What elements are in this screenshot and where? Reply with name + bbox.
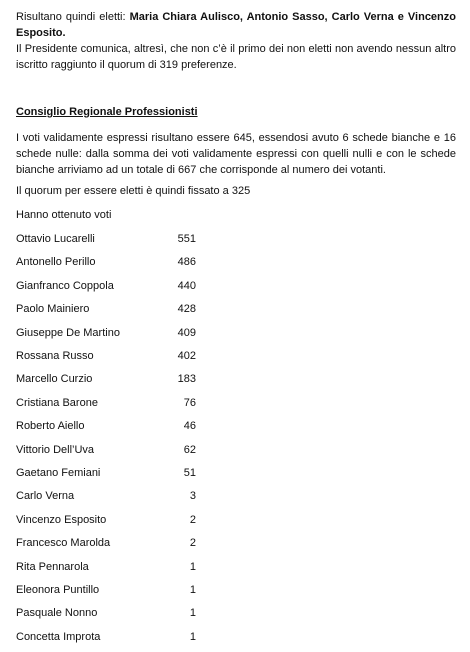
result-name: Rossana Russo: [16, 350, 94, 362]
result-votes: 2: [189, 537, 196, 549]
result-name: Rita Pennarola: [16, 561, 89, 573]
list-heading: Hanno ottenuto voti: [16, 209, 112, 221]
result-votes: 3: [189, 490, 196, 502]
result-votes: 440: [177, 280, 196, 292]
result-name: Gaetano Femiani: [16, 467, 101, 479]
elected-names: Maria Chiara Aulisco, Antonio Sasso, Carlo Verna e Vincenzo Esposito.: [16, 11, 456, 39]
result-name: Giuseppe De Martino: [16, 327, 120, 339]
result-name: Pasquale Nonno: [16, 607, 98, 619]
result-name: Antonello Perillo: [16, 256, 96, 268]
result-votes: 46: [183, 420, 196, 432]
result-name: Roberto Aiello: [16, 420, 85, 432]
result-name: Paolo Mainiero: [16, 303, 90, 315]
result-votes: 51: [183, 467, 196, 479]
quorum-text: Il quorum per essere eletti è quindi fissato a 325: [16, 185, 251, 197]
result-votes: 76: [183, 397, 196, 409]
result-name: Vincenzo Esposito: [16, 514, 107, 526]
elected-prefix: Risultano quindi eletti:: [16, 11, 130, 23]
result-votes: 1: [189, 561, 196, 573]
result-votes: 183: [177, 373, 196, 385]
result-votes: 1: [189, 607, 196, 619]
result-votes: 428: [177, 303, 196, 315]
result-name: Gianfranco Coppola: [16, 280, 114, 292]
result-votes: 1: [189, 631, 196, 643]
result-votes: 1: [189, 584, 196, 596]
president-note: Il Presidente comunica, altresì, che non c’è il primo dei non eletti non avendo nessun altro iscritto raggiunto il quorum di 319 preferenze.: [16, 43, 456, 71]
result-name: Cristiana Barone: [16, 397, 98, 409]
result-name: Marcello Curzio: [16, 373, 93, 385]
result-votes: 486: [177, 256, 196, 268]
section-title: Consiglio Regionale Professionisti: [16, 106, 198, 118]
result-name: Concetta Improta: [16, 631, 101, 643]
result-name: Carlo Verna: [16, 490, 75, 502]
result-votes: 62: [183, 444, 196, 456]
result-votes: 402: [177, 350, 196, 362]
elected-paragraph: [16, 9, 456, 41]
result-name: Ottavio Lucarelli: [16, 233, 95, 245]
result-votes: 409: [177, 327, 196, 339]
result-votes: 2: [189, 514, 196, 526]
result-votes: 551: [177, 233, 196, 245]
result-name: Vittorio Dell’Uva: [16, 444, 95, 456]
result-name: Francesco Marolda: [16, 537, 111, 549]
result-name: Eleonora Puntillo: [16, 584, 100, 596]
votes-paragraph: I voti validamente espressi risultano essere 645, essendosi avuto 6 schede bianche e 16 schede nulle: dalla somma dei voti validamente espressi con quelli nulli e con le schede bianche arriviamo ad un totale di 667 che corrisponde al numero dei votanti.: [16, 132, 456, 176]
